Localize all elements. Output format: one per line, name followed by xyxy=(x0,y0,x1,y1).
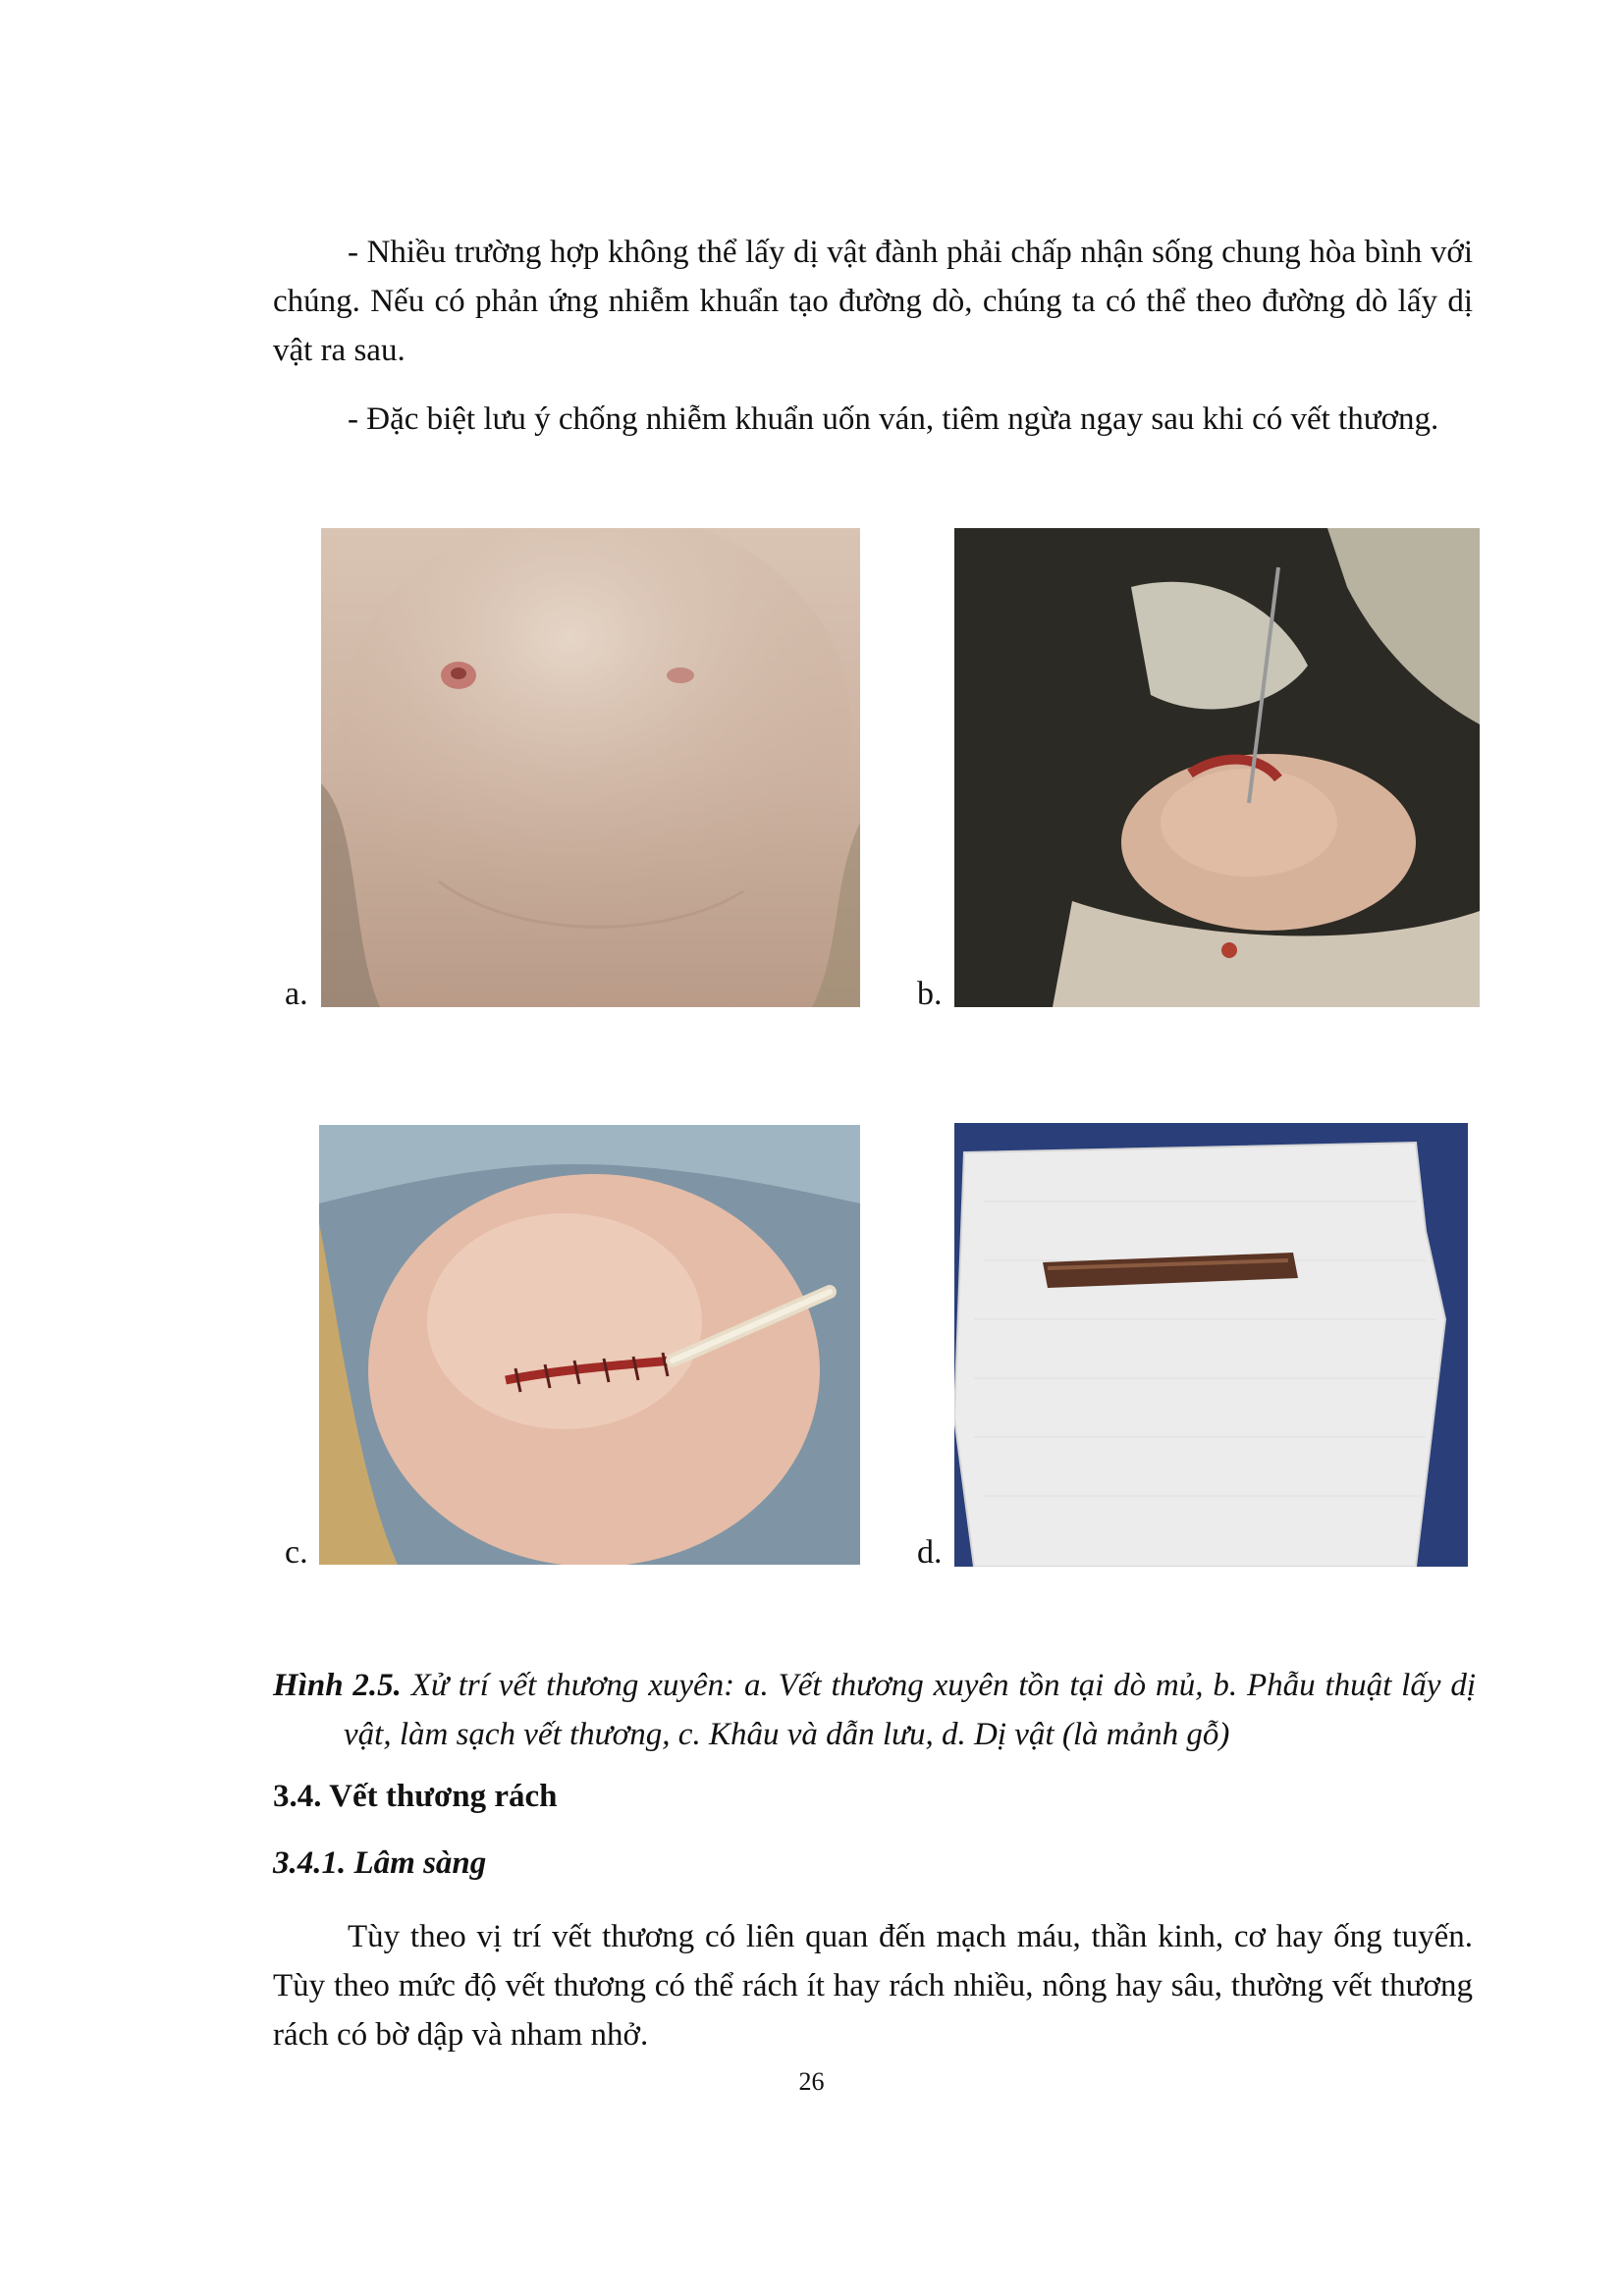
subsection-heading: 3.4.1. Lâm sàng xyxy=(273,1845,487,1881)
photo-d-label: d. xyxy=(917,1534,943,1571)
paragraph-clinical: Tùy theo vị trí vết thương có liên quan đến mạch máu, thần kinh, cơ hay ống tuyến. Tùy theo mức độ vết thương có thể rách ít hay rách nhiều, nông hay sâu, thường vết thương rách có bờ dập và nham nhở. xyxy=(273,1919,1473,2053)
paragraph-tetanus: - Đặc biệt lưu ý chống nhiễm khuẩn uốn ván, tiêm ngừa ngay sau khi có vết thương. xyxy=(348,401,1439,437)
photo-b-label: b. xyxy=(917,976,943,1012)
photo-c-sutured-wound xyxy=(319,1125,860,1565)
photo-a-label: a. xyxy=(285,976,308,1012)
figure-caption-label: Hình 2.5. xyxy=(273,1668,402,1703)
figure-caption xyxy=(273,1661,1476,1759)
section-heading: 3.4. Vết thương rách xyxy=(273,1779,558,1814)
photo-c-label: c. xyxy=(285,1534,308,1571)
photo-b-surgery xyxy=(954,528,1480,1007)
photo-a-chin-fistula xyxy=(321,528,860,1007)
page-number: 26 xyxy=(798,2067,825,2096)
figure-caption-text: Xử trí vết thương xuyên: a. Vết thương xuyên tồn tại dò mủ, b. Phẫu thuật lấy dị vật, làm sạch vết thương, c. Khâu và dẫn lưu, d. Dị vật (là mảnh gỗ) xyxy=(344,1668,1477,1752)
paragraph-foreign-body: - Nhiều trường hợp không thể lấy dị vật đành phải chấp nhận sống chung hòa bình với chúng. Nếu có phản ứng nhiễm khuẩn tạo đường dò, chúng ta có thể theo đường dò lấy dị vật ra sau. xyxy=(273,235,1473,368)
photo-d-wood-fragment xyxy=(954,1123,1468,1567)
